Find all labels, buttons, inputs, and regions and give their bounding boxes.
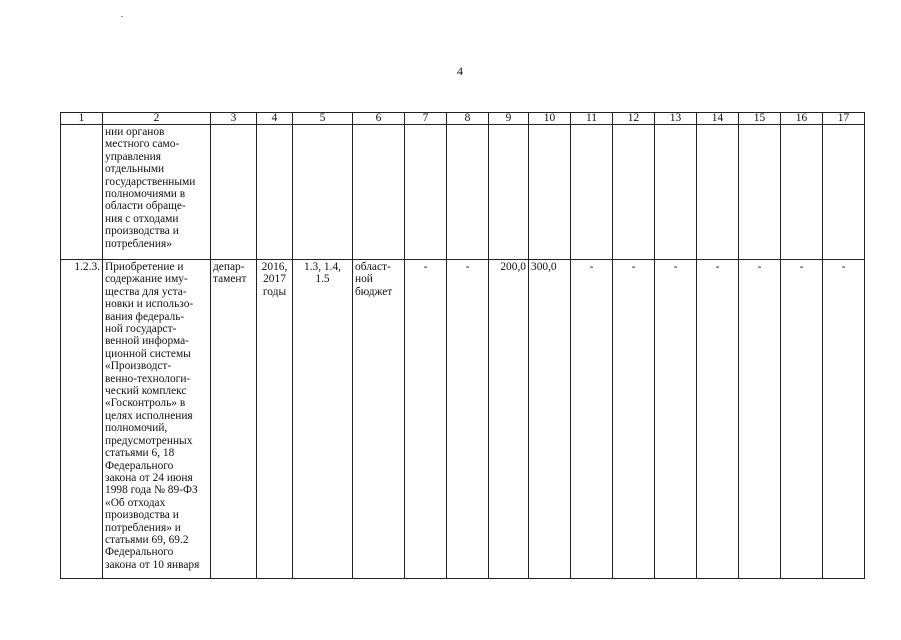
header-cell: 4 <box>257 113 293 125</box>
cell <box>447 125 489 260</box>
cell <box>257 125 293 260</box>
cell <box>529 125 571 260</box>
cell-value: - <box>697 260 739 579</box>
header-cell: 12 <box>613 113 655 125</box>
cell <box>655 125 697 260</box>
cell-description: Приобретение и содержание иму- щества для уста- новки и использо- вания федераль- ной государст- венной информа- ционной системы «Производст- венно-технологи- ческий комплекс «Госконтроль» в целях исполнения полномочий, предусмотренных статьями 6, 18 Федерального закона от 24 июня 1998 года № 89-ФЗ «Об отходах производства и потребления» и статьями 69, 69.2 Федерального закона от 10 января <box>103 260 211 579</box>
cell-period: 2016, 2017 годы <box>257 260 293 579</box>
table-header-row <box>61 113 865 125</box>
header-cell: 3 <box>211 113 257 125</box>
cell-value: - <box>781 260 823 579</box>
cell-value: - <box>571 260 613 579</box>
cell <box>571 125 613 260</box>
cell <box>353 125 405 260</box>
header-cell: 11 <box>571 113 613 125</box>
cell-num <box>61 125 103 260</box>
cell <box>613 125 655 260</box>
cell-executor: депар- тамент <box>211 260 257 579</box>
table-row <box>61 125 865 260</box>
cell-value: - <box>447 260 489 579</box>
cell-source: област- ной бюджет <box>353 260 405 579</box>
header-cell: 6 <box>353 113 405 125</box>
header-cell: 2 <box>103 113 211 125</box>
header-cell: 7 <box>405 113 447 125</box>
cell <box>211 125 257 260</box>
program-table <box>60 112 865 579</box>
cell-value: - <box>405 260 447 579</box>
header-cell: 9 <box>489 113 529 125</box>
cell <box>489 125 529 260</box>
cell-num: 1.2.3. <box>61 260 103 579</box>
cell-value: 300,0 <box>529 260 571 579</box>
scan-speck <box>121 16 123 17</box>
header-cell: 1 <box>61 113 103 125</box>
cell-value: - <box>613 260 655 579</box>
cell-value: - <box>823 260 865 579</box>
cell-value: - <box>655 260 697 579</box>
cell <box>739 125 781 260</box>
cell <box>823 125 865 260</box>
header-cell: 16 <box>781 113 823 125</box>
cell-indicators: 1.3, 1.4, 1.5 <box>293 260 353 579</box>
header-cell: 14 <box>697 113 739 125</box>
cell <box>781 125 823 260</box>
header-cell: 5 <box>293 113 353 125</box>
cell-description: нии органов местного само- управления отдельными государственными полномочиями в области обраще- ния с отходами производства и потребления» <box>103 125 211 260</box>
cell <box>697 125 739 260</box>
cell-value: - <box>739 260 781 579</box>
table-row <box>61 260 865 579</box>
header-cell: 10 <box>529 113 571 125</box>
header-cell: 8 <box>447 113 489 125</box>
cell <box>405 125 447 260</box>
header-cell: 17 <box>823 113 865 125</box>
header-cell: 15 <box>739 113 781 125</box>
page-number: 4 <box>457 64 463 78</box>
header-cell: 13 <box>655 113 697 125</box>
cell-value: 200,0 <box>489 260 529 579</box>
cell <box>293 125 353 260</box>
